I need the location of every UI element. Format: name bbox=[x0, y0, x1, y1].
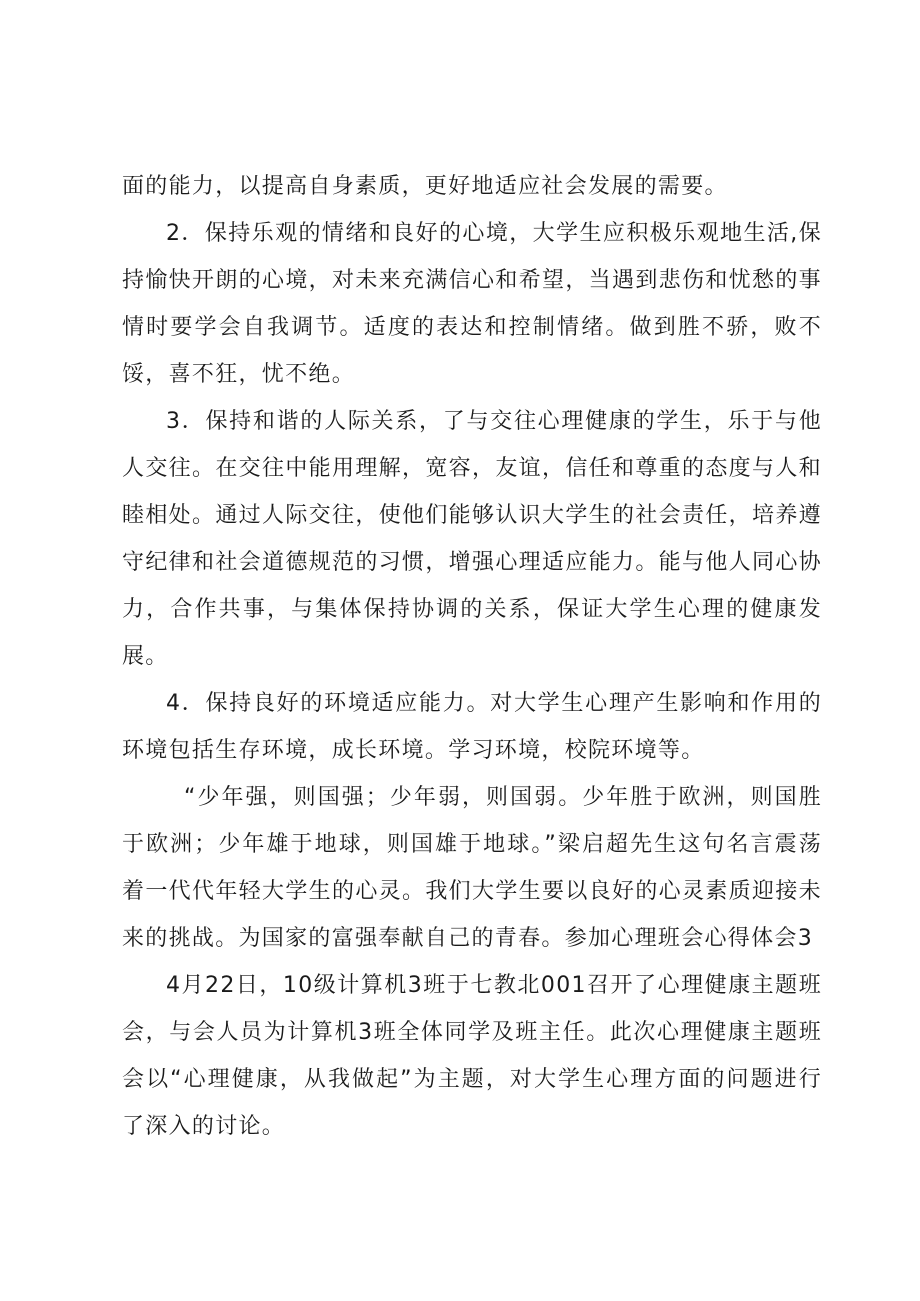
paragraph-item-3: 3．保持和谐的人际关系，了与交往心理健康的学生，乐于与他人交往。在交往中能用理解，宽容，友谊，信任和尊重的态度与人和睦相处。通过人际交往，使他们能够认识大学生的社会责任，培养遵守纪律和社会道德规范的习惯，增强心理适应能力。能与他人同心协力，合作共事，与集体保持协调的关系，保证大学生心理的健康发展。 bbox=[122, 409, 822, 669]
paragraph-continuation: 面的能力，以提高自身素质，更好地适应社会发展的需要。 bbox=[122, 174, 728, 199]
paragraph-meeting: 4月22日，10级计算机3班于七教北001召开了心理健康主题班会，与会人员为计算机3班全体同学及班主任。此次心理健康主题班会以“心理健康，从我做起”为主题，对大学生心理方面的问题进行了深入的讨论。 bbox=[122, 973, 822, 1139]
document-body bbox=[122, 163, 822, 1150]
paragraph-item-4: 4．保持良好的环境适应能力。对大学生心理产生影响和作用的环境包括生存环境，成长环境。学习环境，校院环境等。 bbox=[122, 691, 822, 763]
paragraph-quote: “少年强，则国强；少年弱，则国弱。少年胜于欧洲，则国胜于欧洲；少年雄于地球，则国雄于地球。”梁启超先生这句名言震荡着一代代年轻大学生的心灵。我们大学生要以良好的心灵素质迎接未来的挑战。为国家的富强奉献自己的青春。参加心理班会心得体会3 bbox=[122, 785, 822, 951]
paragraph-item-2: 2．保持乐观的情绪和良好的心境，大学生应积极乐观地生活,保持愉快开朗的心境，对未来充满信心和希望，当遇到悲伤和忧愁的事情时要学会自我调节。适度的表达和控制情绪。做到胜不骄，败不馁，喜不狂，忧不绝。 bbox=[122, 221, 822, 387]
